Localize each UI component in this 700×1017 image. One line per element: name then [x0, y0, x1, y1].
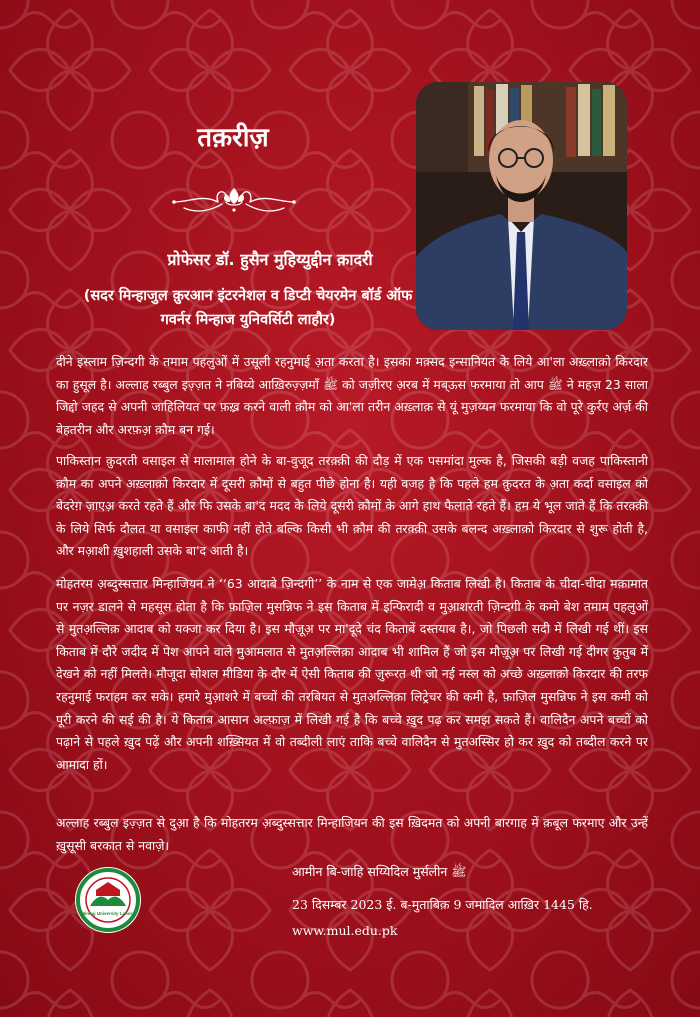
paragraph-4: अल्लाह रब्बुल इज़्ज़त से दुआ़ है कि मोहतरम अ़ब्दुस्सत्तार मिन्हाजियन की इस ख़िदमत को अपनी बारगाह में क़बूल फरमाए और उन्हें ख़ुसूसी बरकात से नवाज़े। — [56, 815, 648, 853]
author-designation: (सदर मिन्हाजुल क़ुरआन इंटरनेशल व डिप्टी चेयरमेन बॉर्ड ऑफ गवर्नर मिन्हाज युनिवर्सिटी लाहौर) — [83, 288, 413, 328]
website-link[interactable]: www.mul.edu.pk — [292, 923, 398, 938]
author-photo — [416, 82, 627, 330]
page-title: तक़रीज़ — [197, 123, 269, 153]
logo-text: Minhaj University Lahore — [81, 911, 135, 916]
university-logo-icon — [74, 866, 142, 934]
author-name: प्रोफेसर डॉ. हुसैन मुहिय्युद्दीन क़ादरी — [167, 250, 373, 269]
paragraph-2: पाकिस्तान क़ुदरती वसाइल से मालामाल होने के बा-वुजूद तरक़्क़ी की दौड़ में एक पसमांदा मुल्क है, जिसकी बड़ी वजह पाकिस्तानी क़ौम का अपने अख़्लाक़ो किरदार में दूसरी क़ौमों से बहुत पीछे होना है। यही वजह है कि पहले हम क़ुदरत के अ़ता कर्दा वसाइल को बेदरेग़ ज़ाएअ़ करते रहते हैं और फि उसके बा'द मदद के लिये दूसरी क़ौमों के आगे हाथ फैलाते रहते हैं। हम ये भूल जाते हैं कि तरक़्क़ी के लिये सिर्फ दौलत या वसाइल काफी नहीं होते बल्कि किसी भी क़ौम की तरक़्क़ी उसके बलन्द अख़्लाक़ो किरदार से शुरू होती है, और मआ़शी ख़ुशहाली उसके बा'द आती है। — [56, 453, 648, 559]
decorative-ornament-icon — [168, 180, 300, 220]
paragraph-3: मोहतरम अ़ब्दुस्सत्तार मिन्हाजियन ने ‘‘63 आदाबे ज़िन्दगी’’ के नाम से एक जामेअ़ किताब लिखी है। किताब के चीदा-चीदा मक़ामात पर नज़र डालने से महसूस होता है कि फ़ाज़िल मुसन्निफ ने इस किताब में इन्फिरादी व मुआ़शरती ज़िन्दगी के कमो बेश तमाम पहलुओं से मुतअ़ल्लिक़ आदाब को यक्जा कर दिया है। इस मौज़ूअ़ पर मा'दूदे चंद किताबें दस्तयाब है।, जो पिछली सदी में लिखी गई थीं। इस किताब में दौरे जदीद में पेश आपने वाले मुआमलात से मुतअ़ल्लिक़ा आदाब भी शामिल हैं जो इस मौज़ूअ़ पर लिखी गई दीगर कुतुब में देखने को नहीं मिलते। मौजूदा सोशल मीडिया के दौर में ऐसी किताब की ज़ुरूरत थी जो नई नस्ल को अच्छे अख़्लाक़ो किरदार की तरफ रहनुमाई फराहम कर सके। हमारे मुआ़शरे में बच्चों की तरबियत से मुतअ़ल्लिक़ा लिट्रेचर की कमी है, फ़ाज़िल मुसन्निफ ने इस कमी को पूरी करने की सई की है। ये किताब आसान अल्फ़ाज़ में लिखी गई है कि बच्चे ख़ुद पढ़ कर समझ सकते हैं। वालिदैन अपने बच्चों को पढ़ाने से पहले ख़ुद पढ़ें और अपनी शख़्सियत में वो तब्दीली लाएं ताकि बच्चे वालिदैन से मुतअस्सिर हो कर ख़ुद को तब्दील करने पर आमादा हों। — [56, 576, 648, 772]
date-line: 23 दिसम्बर 2023 ई. ब-मुताबिक़ 9 जमादिल आख़िर 1445 हि. — [292, 897, 593, 912]
paragraph-1: दीने इस्लाम ज़िन्दगी के तमाम पहलुओं में उसूली रहनुमाई अ़ता करता है। इसका मक़्सद इन्सानियत के लिये आ'ला अख़्लाक़ो किरदार का हुसूल है। अल्लाह रब्बुल इज़्ज़त ने नबिय्ये आख़िरुज़्ज़माँ ﷺ को जज़ीरए अ़रब में मब्ऊस फरमाया तो आप ﷺ ने महज़ 23 साला जिद्दो जहद से अपनी जाहिलियत पर फ़ख़्र करने वाली क़ौम को आ'ला तरीन अख़्लाक़ से यूं मुज़य्यन फरमाया कि वो पूरे कुर्रए अर्ज़ की बेहतरीन और अरफ़अ़ क़ौम बन गई। — [56, 354, 649, 437]
signature-line: आमीन बि-जाहि सय्यिदिल मुर्सलीन ﷺ — [292, 864, 467, 879]
